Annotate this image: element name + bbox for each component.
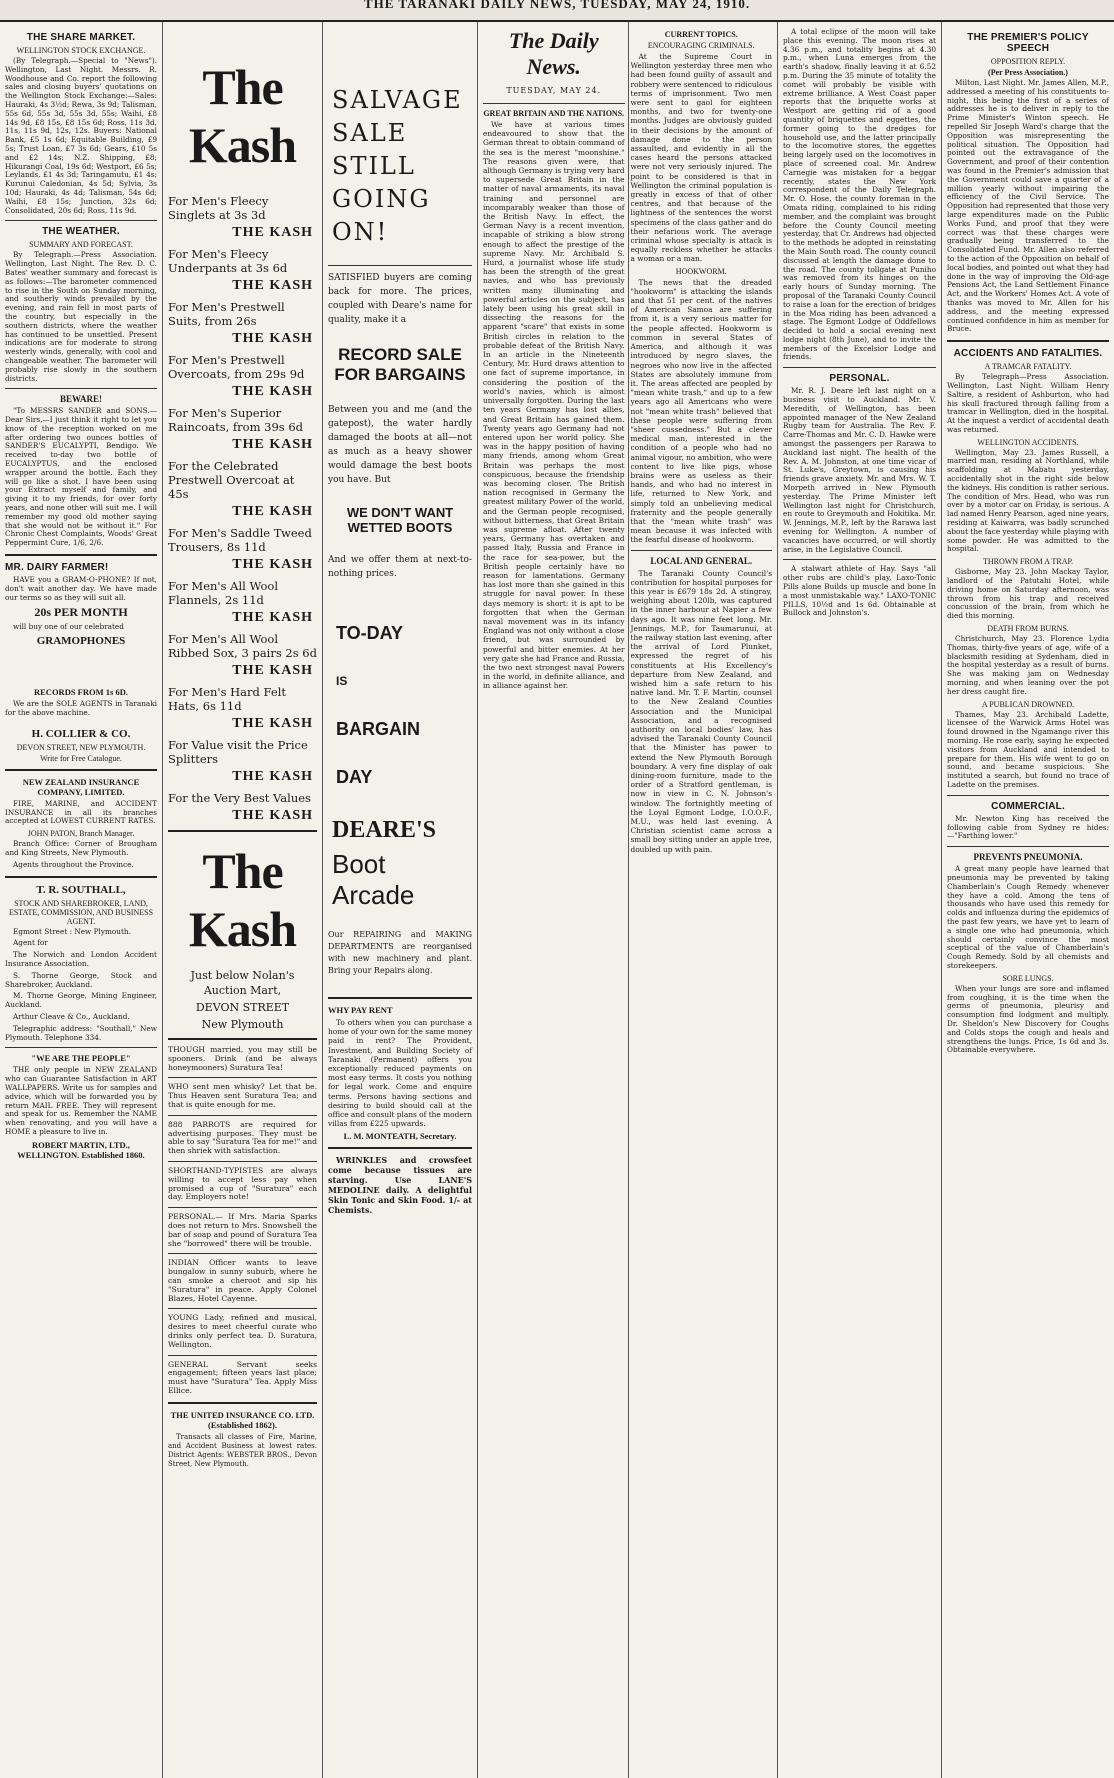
divider: [168, 1077, 317, 1078]
editorial-right: [631, 28, 773, 857]
share-market-heading: THE SHARE MARKET.: [26, 32, 136, 43]
editorial-heading: GREAT BRITAIN AND THE NATIONS.: [483, 109, 625, 118]
divider: [5, 1047, 157, 1048]
divider: [5, 769, 157, 771]
column-2-kash-ad: [163, 22, 323, 1778]
dairy-farmer-heading: MR. DAIRY FARMER!: [5, 562, 109, 574]
kash-town: New Plymouth: [201, 1018, 284, 1031]
kash-item-description: For Men's Saddle Tweed Trousers, 8s 11d: [168, 526, 312, 554]
divider: [631, 550, 773, 551]
kash-item-brand: THE KASH: [232, 716, 313, 731]
editorial-dateline: TUESDAY, MAY 24.: [506, 86, 602, 95]
kash-item-brand: THE KASH: [232, 610, 313, 625]
kash-items-list: [168, 194, 317, 824]
kash-item: [168, 579, 317, 626]
newspaper-title: The Daily News.: [508, 28, 599, 79]
share-market-body: (By Telegraph.—Special to "News"). Wellington, Last Night. Messrs. R. Woodhouse and Co. report the following sales and closing buyers' quotations on the Wellington Stock Exchange:—Sales: Hauraki, 4s 3½d; Rewa, 3s 9d; Talisman, 55s 6d, 55s 3d, 55s 3d, 55s; Waihi, £8 14s 9d, £8 15s, £8 15s 6d; Ross, 11s 3d, 11s, 11s 9d, 12s, 12s. Buyers: National Bank, £5 1s 6d; Equitable Building, £9 5s; Trust Loan, £7 3s 6d; Gears, £10 5s and £2 14s; N.Z. Shipping, £8; Hikurangi Coal, 19s 6d; Westport, £6 5s; Leylands, £1 4s 3d; Taringamutu, £1 4s; Kurunui Caledonian, 4s 5d; Sylvia, 3s 10d; Hauraki, 4s 4d; Talisman, 54s 6d; Waihi, £8 15s; Junction, 32s 6d; Consolidated, 20s 6d; Ross, 11s 9d.: [5, 56, 157, 215]
divider: [947, 340, 1109, 342]
gramophones-heading: GRAMOPHONES: [36, 635, 126, 648]
divider: [947, 795, 1109, 796]
column-3-deare-ad: [323, 22, 478, 1778]
kash-item-description: For Men's Fleecy Underpants at 3s 6d: [168, 247, 288, 275]
column-6: [942, 22, 1114, 1778]
weather-subheading: SUMMARY AND FORECAST.: [29, 240, 133, 250]
salvage-line: SALVAGE: [332, 86, 463, 114]
salvage-line: SALE: [332, 119, 408, 147]
kash-item: [168, 459, 317, 520]
kash-item: [168, 353, 317, 400]
beware-body: "To MESSRS SANDER and SONS.—Dear Sirs,—I just think it right to let you know of the reception worked on me after ordering two ounces bottles of SANDER'S EUCALYPTI, Bendigo. We received to-day two bottle of EUCALYPTUS, and the enclosed wrapper around the bottle. Each they will go like a shot. I have been using your Extract myself and family, and giving it to my friends, for over forty years, and none other will suit me. I will remember my good old mother saying that she would not be without it." For Chronic Chest Complaints, Woods' Great Peppermint Cure, 1/6, 2/6.: [5, 406, 157, 548]
kash-item: [168, 406, 317, 453]
commercial-heading: COMMERCIAL.: [991, 800, 1065, 812]
kash-logo: The Kash: [188, 59, 297, 173]
kash-item-description: For the Very Best Values: [168, 791, 311, 805]
divider: [5, 388, 157, 389]
suratura-notices: [168, 1046, 317, 1396]
kash-item-brand: THE KASH: [232, 437, 313, 452]
robert-martin-name: ROBERT MARTIN, LTD., WELLINGTON. Established 1860.: [17, 1139, 145, 1160]
premier-speech-byline: (Per Press Association.): [988, 68, 1068, 77]
notice-item: THOUGH married, you may still be spooners. Drink (and be always honeymooners) Suratura Tea!: [168, 1045, 317, 1072]
divider: [168, 1402, 317, 1404]
kash-item-description: For the Celebrated Prestwell Overcoat at 45s: [168, 459, 295, 501]
kash-item-description: For Men's Superior Raincoats, from 39s 6d: [168, 406, 304, 434]
southall-subheading: STOCK AND SHAREBROKER, LAND, ESTATE, COMMISSION, AND BUSINESS AGENT.: [8, 898, 154, 926]
kash-item-description: For Men's Prestwell Overcoats, from 29s 9d: [168, 353, 305, 381]
why-pay-rent-heading: WHY PAY RENT: [328, 1005, 393, 1015]
united-insurance-heading: THE UNITED INSURANCE CO. LTD. (Established 1862).: [170, 1409, 315, 1430]
encouraging-criminals-heading: ENCOURAGING CRIMINALS.: [647, 41, 755, 50]
dairy-farmer-body-2: will buy one of our celebrated: [13, 622, 124, 632]
death-from-burns-heading: DEATH FROM BURNS.: [987, 624, 1069, 634]
between-text: Between you and me (and the gatepost), the water hardly damaged the boots at all—not as much as a heavy shower would damage the best boots you have. But: [328, 405, 472, 485]
agent-list-item: M. Thorne George, Mining Engineer, Auckland.: [5, 991, 157, 1010]
record-sale-heading: RECORD SALE FOR BARGAINS: [334, 345, 466, 384]
collier-name: H. COLLIER & CO.: [31, 727, 131, 740]
weather-heading: THE WEATHER.: [42, 226, 120, 238]
today-line: BARGAIN: [336, 719, 420, 739]
agent-list-item: Arthur Cleave & Co., Auckland.: [13, 1011, 130, 1021]
publican-drowned-heading: A PUBLICAN DROWNED.: [981, 699, 1075, 709]
divider: [168, 1207, 317, 1208]
nz-insurance-agents: Agents throughout the Province.: [13, 859, 134, 869]
offer-text: And we offer them at next-to-nothing prices.: [328, 555, 472, 579]
kash-logo-2: The Kash: [188, 843, 297, 957]
divider: [328, 265, 472, 266]
records-price: RECORDS FROM 1s 6D.: [34, 687, 128, 698]
kash-item: [168, 791, 317, 824]
premier-speech-subheading: OPPOSITION REPLY.: [990, 57, 1066, 66]
tramcar-heading: A TRAMCAR FATALITY.: [984, 362, 1072, 372]
divider: [783, 559, 936, 560]
thrown-from-trap-body: Gisborne, May 23. John Mackay Taylor, landlord of the Patutahi Hotel, while driving home on Saturday afternoon, was thrown from his trap and received concussion of the brain, from which he died this morning.: [947, 567, 1109, 621]
salvage-line: STILL: [332, 152, 416, 180]
nz-insurance-branch: Branch Office: Corner of Brougham and King Streets, New Plymouth.: [5, 839, 157, 858]
dairy-price: 20s PER MONTH: [34, 605, 128, 620]
today-line: TO-DAY: [336, 623, 404, 643]
divider: [168, 1038, 317, 1040]
we-are-the-people-body: THE only people in NEW ZEALAND who can Guarantee Satisfaction in ART WALLPAPERS. Write us for samples and advice, which will be forwarded you by return MAIL FREE. They will represent and speak for us. Remember the NAME when renovating, and you will have a HOME a pleasure to live in.: [5, 1065, 157, 1136]
notice-item: PERSONAL.— If Mrs. Maria Sparks does not return to Mrs. Snowshell the bar of soap and pound of Suratura Tea she "borrowed" there will be trouble.: [168, 1212, 317, 1248]
prevents-pneumonia-heading: PREVENTS PNEUMONIA.: [973, 852, 1083, 863]
hookworm-body: The news that the dreaded "hookworm" is attacking the islands and that 51 per cent. of the natives of American Samoa are suffering from it, is a very serious matter for the people affected. Hookworm is common in several States of America, and although it was introduced by negro slaves, the negroes who now live in the affected States are absolutely immune from it. The areas affected are peopled by "mean white trash," and up to a few years ago all Americans who were not "mean white trash" believed that these people were suffering from "sheer cussedness." But a clever medical man, interested in the condition of a people who had no animal vigour, no ambition, who were content to live like pigs, whose brains were as useless as their hands, and who had no interest in life, returned to New York, and simply told an unbelieving medical fraternity and the people generally that the "mean white trash" was mean because it was infected with the fearful disease of hookworm.: [630, 277, 772, 545]
kash-item-brand: THE KASH: [232, 384, 313, 399]
column-5: [778, 22, 942, 1778]
kash-item-description: For Men's Fleecy Singlets at 3s 3d: [168, 194, 269, 222]
satisfied-text: SATISFIED buyers are coming back for more. The prices, coupled with Deare's name for quality, make it a: [328, 273, 472, 325]
notice-item: WHO sent men whisky? Let that be. Thus Heaven sent Suratura Tea; and that is quite enough for me.: [168, 1082, 317, 1109]
divider: [328, 1147, 472, 1149]
accidents-heading: ACCIDENTS AND FATALITIES.: [953, 348, 1103, 360]
divider: [168, 1308, 317, 1309]
wellington-accidents-heading: WELLINGTON ACCIDENTS.: [977, 437, 1079, 447]
kash-item-brand: THE KASH: [232, 808, 313, 823]
local-and-general-heading: LOCAL AND GENERAL.: [650, 555, 753, 566]
boot-arcade-heading: Boot Arcade: [332, 849, 415, 910]
divider: [5, 220, 157, 221]
sore-lungs-body: When your lungs are sore and inflamed from coughing, it is the time when the germs of pneumonia, pleurisy and consumption find lodgment and multiply. Dr. Sheldon's New Discovery for Coughs and Colds stops the cough and heals and strengthens the lungs. Price, 1s 6d and 3s. Obtainable everywhere.: [947, 983, 1109, 1055]
tramcar-body: By Telegraph—Press Association. Wellington, Last Night. William Henry Saltire, a resident of Ashburton, who had his skull fractured through falling from a tramcar in Wellington, died in the hospital. At the inquest a verdict of accidental death was returned.: [947, 372, 1109, 434]
kash-item-description: For Men's All Wool Flannels, 2s 11d: [168, 579, 279, 607]
masthead: [0, 0, 1114, 22]
masthead-text: THE TARANAKI DAILY NEWS, TUESDAY, MAY 24, 1910.: [363, 0, 751, 11]
kash-item-brand: THE KASH: [232, 557, 313, 572]
divider: [5, 554, 157, 556]
divider: [5, 876, 157, 878]
beware-heading: BEWARE!: [59, 394, 102, 405]
southall-name: T. R. SOUTHALL,: [36, 883, 126, 896]
divider: [168, 1355, 317, 1356]
wellington-accidents-body: Wellington, May 23. James Russell, a married man, residing at Northland, while scaffolding at Mabatu yesterday, accidentally shot in the right side below the kidneys. His condition is rather serious. The condition of Mrs. Head, who was run over by a motor car on Friday, is serious. A lad named Henry Pearson, aged nine years, residing at Kaiwarra, was badly scrunched about the face yesterday while playing with some powder. He was admitted to the hospital.: [947, 447, 1109, 554]
thrown-from-trap-heading: THROWN FROM A TRAP.: [982, 557, 1074, 567]
kash-item-brand: THE KASH: [232, 331, 313, 346]
divider: [168, 830, 317, 832]
divider: [483, 103, 625, 104]
commercial-body: Mr. Newton King has received the following cable from Sydney re hides:—"Farthing lower.": [947, 813, 1109, 841]
southall-address: Egmont Street : New Plymouth.: [13, 926, 131, 936]
weather-body: By Telegraph.—Press Association. Wellington, Last Night. The Rev. D. C. Bates' weather summary and forecast is as follows:—The barometer commenced to rise in the South on Sunday morning, and southerly winds prevailed by the evening, and rain fell in most parts of the country, but especially in the southern districts, where the weather has continued to be unsettled. Present indications are for moderate to strong westerly winds, generally, with cool and changeable weather. The barometer will probably rise slowly in the southern districts.: [5, 250, 157, 383]
why-pay-rent-body: To others when you can purchase a home of your own for the same money paid in rent? The Provident, Investment, and Building Society of Taranaki (Permanent) offers you exceptionally reduced payments on most easy terms. It costs you nothing for legal work. Come and enquire terms. Persons having sections and desiring to build should call at the office and consult plans of the modern villas from £225 upwards.: [328, 1018, 473, 1129]
kash-item: [168, 194, 317, 241]
kash-item: [168, 685, 317, 732]
kash-location: Just below Nolan's Auction Mart,: [190, 969, 295, 997]
death-from-burns-body: Christchurch, May 23. Florence Lydia Thomas, thirty-five years of age, wife of a blacksmith residing at Sydenham, died in the hospital yesterday as a result of burns. She was making jam on Wednesday morning, and when leaning over the pot her dress caught fire.: [947, 634, 1109, 696]
notice-item: 888 PARROTS are required for advertising purposes. They must be able to say "Suratura Tea for me!" and then shriek with satisfaction.: [168, 1119, 317, 1156]
personal-body: Mr. R. J. Deare left last night on a business visit to Auckland. Mr. V. Meredith, of Wellington, has been appointed manager of the New Zealand Rugby team for Australia. The Rev. F. Carre-Thomas and Mr. C. D. Hawke were amongst the passengers per Rarawa to Auckland last night. The health of the Rev. A. M. Johnston, at one time vicar of St. Luke's, Greytown, is causing his friends grave anxiety. Mr. and Mrs. W. T. Morpeth arrived in New Plymouth yesterday. The Prime Minister left Wellington last night for Christchurch, en route to Greymouth and Hokitika. Mr. W. Jennings, M.P., left by the Rarawa last evening for Wellington. A number of vacancies have occurred, or will shortly arise, in the Legislative Council.: [783, 386, 936, 554]
sole-agents: We are the SOLE AGENTS in Taranaki for the above machine.: [5, 699, 157, 718]
divider: [168, 1115, 317, 1116]
monteath-signature: L. M. MONTEATH, Secretary.: [343, 1131, 457, 1142]
kash-item: [168, 300, 317, 347]
editorial-left: [483, 28, 625, 857]
laxo-tonic-ad: A stalwart athlete of Hay. Says "all other rubs are child's play, Laxo-Tonic Pills alone Builds up muscle and bone In a most unmistakable way." LAXO-TONIC PILLS, 10½d and 1s 6d. Obtainable at Bullock and Johnston's.: [783, 564, 936, 618]
topics-continued-body: A total eclipse of the moon will take place this evening. The moon rises at 4.36 p.m., and totality begins at 4.30 p.m., when Luna emerges from the earth's shadow, finally leaving it at 6.52 p.m. During the 35 minute of totality the comet will probably be visible with extreme brilliance. A West Coast paper reports that the briquette works at Westport are getting rid of a good quantity of briquettes and eggettes, the former going to the dredges for household use, and the latter principally to the locomotive stores, the eggettes being largely used on the locomotives in place of screened coal. Mr. Andrew Carnegie was mistaken for a beggar recently, states the New York correspondent of the Daily Telegraph. Mr. O. Hose, the county foreman in the Omata riding, complained to his riding member, and the complaint was brought before the County Council meeting yesterday, that Cr. Andrews had objected to the methods he adopted in reinstating the Main South road. The county council discussed at length the damage done to the road. The county tollgate at Puniho was removed from its hinges on the early hours of Sunday morning. The proposal of the Taranaki County Council to raise a loan for the erection of bridges in the Moa riding has been advanced a stage. The Egmont Lodge of Oddfellows decided to hold a social evening next lodge night (8th June), and to invite the members of the Excelsior Lodge and friends.: [783, 27, 936, 362]
telegraphic-address: Telegraphic address: "Southall," New Plymouth. Telephone 334.: [5, 1023, 157, 1042]
personal-heading: PERSONAL.: [829, 373, 890, 385]
today-line: DAY: [336, 767, 373, 787]
today-line: IS: [336, 674, 348, 688]
premier-speech-body: Milton, Last Night. Mr. James Allen, M.P., addressed a meeting of his constituents to-night, this being the first of a series of addresses he is to deliver in reply to the Prime Minister's Winton speech. He repelled Sir Joseph Ward's charge that the Opposition was misrepresenting the political situation. The Opposition had pointed out the extravagance of the Government, and proof of their contention was found in the Premier's admission that the Government could save a quarter of a million yearly without impairing the efficiency of the Civil Service. The Opposition had represented that those very large expenditures made on the Public Works Fund, and proof that they were correct was that these charges were gradually being transferred to the Consolidated Fund. Mr. Allen also referred to the action of the Opposition on behalf of local bodies, and pointed out what they had done in the way of improving the Old-age Pensions Act, the Land Settlement Finance Act, and the Workers' Homes Act. A vote of thanks was moved to Mr. Allen for his address, and the meeting expressed continued confidence in him as member for Bruce.: [947, 78, 1109, 334]
editorial-body: We have at various times endeavoured to show that the German threat to obtain command of the sea is the merest "moonshine." The reasons given were, that although Germany is trying very hard to supersede Great Britain in the matter of naval armaments, its naval training and personnel are incomparably weaker than those of the British Navy. In effect, the German Navy is a recent invention, incapable of striking a blow strong enough to affect the prestige of the supreme Navy. Mr. Archibald S. Hurd, a journalist whose life study has been the strength of the great navies, and who has previously written many illuminating and powerful articles on the subject, has lately been using his great skill in dissecting the reasons for the apparent "scare" that exists in some British circles in relation to the probable defeat of the British Navy. In an article in the Nineteenth Century, Mr. Hurd draws attention to one fact of supreme importance, in considering the position of the world's navies, which is almost universally forgotten. During the last ten years Germany has lost allies, and Great Britain has gained them. Twenty years ago Germany had not entered upon her world policy. She was in the happy position of having many friends, among whom Great Britain was perhaps the most conspicuous, because the friendship was becoming closer. The British nation recognised in Germany the greatest military Power of the world, and the German people recognised, without bitterness, that Great Britain was supreme afloat. After twenty years, Germany has overtaken and passed Italy, Russia and France in the race for sea-power, but the British people certainly have no reason for lamentations. Germany has lost more than she gained in this struggle for naval power. In these days memory is short: it is apt to be forgotten that when the German naval movement was in its infancy England was not only without a close friend, but was surrounded by powerful and bitter enemies. At her very gate she had France and Russia, the two next strongest naval Powers in the world, in definite alliance, and in alliance against her.: [483, 120, 625, 691]
kash-item-brand: THE KASH: [232, 278, 313, 293]
wetted-boots-heading: WE DON'T WANT WETTED BOOTS: [346, 505, 454, 535]
encouraging-criminals-body: At the Supreme Court in Wellington yesterday three men who had been found guilty of assault and robbery were sentenced to ridiculous terms of imprisonment. Two men were sent to gaol for eighteen months, and two for twenty-one months. Judges are obviously guided in their decisions by the amount of damage done to the person assaulted, and evidently in all the cases heard the persons attacked were not very seriously injured. The point to be considered is that in Wellington the criminal population is greatly in excess of that of other centres, and that because of the lightness of the sentences the worst specimens of the class gather and do their nefarious work. The average criminal whose specialty is attack is equally reckless whether he attacks a woman or a man.: [630, 52, 772, 264]
local-and-general-body: The Taranaki County Council's contribution for hospital purposes for this year is £679 18s 2d. A stingray, weighing about 120lb, was captured in the inner harbour at Napier a few days ago. It was nine feet long. Mr. Jennings, M.P., for Taumarunui, at the railway station last evening, after the arrival of Lord Plunket, expressed the regret of his constituents at His Excellency's departure from New Zealand, and wished him a safe return to his native land. Mr. T. F. Martin, counsel to the New Zealand Counties Association and the Municipal Association, and a recognised authority on local bodies' law, has advised the Taranaki County Council that the Minister has power to extend the New Plymouth Borough boundary. A very fine display of oak dining-room furniture, made to the order of a Stratford gentleman, is now in view in C. N. Johnson's window. The fortnightly meeting of the Loyal Egmont Lodge, I.O.O.F., M.U., was held last evening. A Christian scientist came across a small boy sitting under an apple tree, doubled up with pain.: [630, 568, 772, 854]
notice-item: SHORTHAND-TYPISTES are always willing to accept less pay when promised a cup of "Suratura" each day. Employers note!: [168, 1165, 317, 1202]
column-rule: [628, 22, 629, 1778]
agent-for-label: Agent for: [13, 938, 48, 948]
divider: [783, 367, 936, 368]
agent-list-item: S. Thorne George, Stock and Sharebroker, Auckland.: [5, 970, 157, 989]
notice-item: INDIAN Officer wants to leave bungalow in sunny suburb, where he can smoke a cheroot and sip his "Suratura" in peace. Apply Colonel Blazes, Hotel Cayenne.: [168, 1258, 317, 1303]
notice-item: GENERAL Servant seeks engagement; fifteen years last place; must have "Suratura" Tea. Apply Miss Ellice.: [168, 1359, 317, 1395]
kash-item-brand: THE KASH: [232, 225, 313, 240]
nz-insurance-heading: NEW ZEALAND INSURANCE COMPANY, LIMITED.: [22, 776, 140, 797]
kash-item-brand: THE KASH: [232, 663, 313, 678]
premier-speech-heading: THE PREMIER'S POLICY SPEECH: [967, 32, 1089, 54]
prevents-pneumonia-body: A great many people have learned that pneumonia may be prevented by taking Chamberlain's Cough Remedy whenever they have a cold. Among the tens of thousands who have used this remedy for colds and influenza during the epidemics of the past few years, we have yet to learn of a single one who had pneumonia, which should certainly convince the most sceptical of the value of Chamberlain's Cough Remedy. Sold by all chemists and storekeepers.: [947, 864, 1109, 970]
nz-insurance-manager: JOHN PATON, Branch Manager.: [27, 829, 135, 839]
agent-list-item: The Norwich and London Accident Insurance Association.: [5, 950, 157, 968]
current-topics-heading: CURRENT TOPICS.: [664, 30, 738, 39]
collier-catalogue: Write for Free Catalogue.: [40, 753, 122, 763]
kash-item-brand: THE KASH: [232, 769, 313, 784]
kash-street: DEVON STREET: [195, 1001, 290, 1014]
kash-item: [168, 632, 317, 679]
divider: [328, 997, 472, 999]
divider: [168, 1253, 317, 1254]
united-insurance-body: Transacts all classes of Fire, Marine, and Accident Business at lowest rates. District Agents: WEBSTER BROS., Devon Street, New Plymouth.: [168, 1432, 317, 1469]
salvage-line: GOING ON!: [332, 185, 431, 246]
kash-item-description: For Men's Hard Felt Hats, 6s 11d: [168, 685, 286, 713]
we-are-the-people-heading: "WE ARE THE PEOPLE": [31, 1053, 131, 1064]
collier-address: DEVON STREET, NEW PLYMOUTH.: [16, 742, 146, 752]
divider: [168, 1161, 317, 1162]
publican-drowned-body: Thames, May 23. Archibald Ladette, licensee of the Warwick Arms Hotel was found drowned in the Ngamango river this morning. He rose early, saying he expected visitors from Auckland and intended to prepare for them. His wife went to go on sound, and became suspicious. She instituted a search, but found no trace of Ladette on the premises.: [947, 709, 1109, 789]
notice-item: YOUNG Lady, refined and musical, desires to meet cheerful curate who drinks only perfect tea. D. Suratura, Wellington.: [168, 1313, 317, 1349]
dairy-farmer-body: HAVE you a GRAM-O-PHONE? If not, don't wait another day. We have made our terms so as they will suit all.: [5, 575, 157, 602]
wrinkles-ad: WRINKLES and crowsfeet come because tissues are starving. Use LANE'S MEDOLINE daily. A delightful Skin Tonic and Skin Food. 1/- at Chemists.: [328, 1155, 472, 1216]
deares-heading: DEARE'S: [332, 817, 437, 843]
hookworm-heading: HOOKWORM.: [675, 266, 727, 276]
kash-item: [168, 247, 317, 294]
nz-insurance-body: FIRE, MARINE, and ACCIDENT INSURANCE in all its branches accepted at LOWEST CURRENT RATES.: [5, 798, 157, 826]
divider: [947, 846, 1109, 847]
share-market-subheading: WELLINGTON STOCK EXCHANGE.: [16, 46, 146, 55]
kash-item-brand: THE KASH: [232, 504, 313, 519]
kash-item: [168, 526, 317, 573]
column-1: [0, 22, 163, 1778]
kash-item-description: For Men's All Wool Ribbed Sox, 3 pairs 2s 6d: [168, 632, 317, 660]
kash-item-description: For Value visit the Price Splitters: [168, 738, 308, 766]
kash-item: [168, 738, 317, 785]
sore-lungs-heading: SORE LUNGS.: [1002, 973, 1054, 983]
kash-item-description: For Men's Prestwell Suits, from 26s: [168, 300, 285, 328]
repairing-text: Our REPAIRING and MAKING DEPARTMENTS are reorganised with new machinery and plant. Bring your Repairs along.: [328, 930, 472, 975]
